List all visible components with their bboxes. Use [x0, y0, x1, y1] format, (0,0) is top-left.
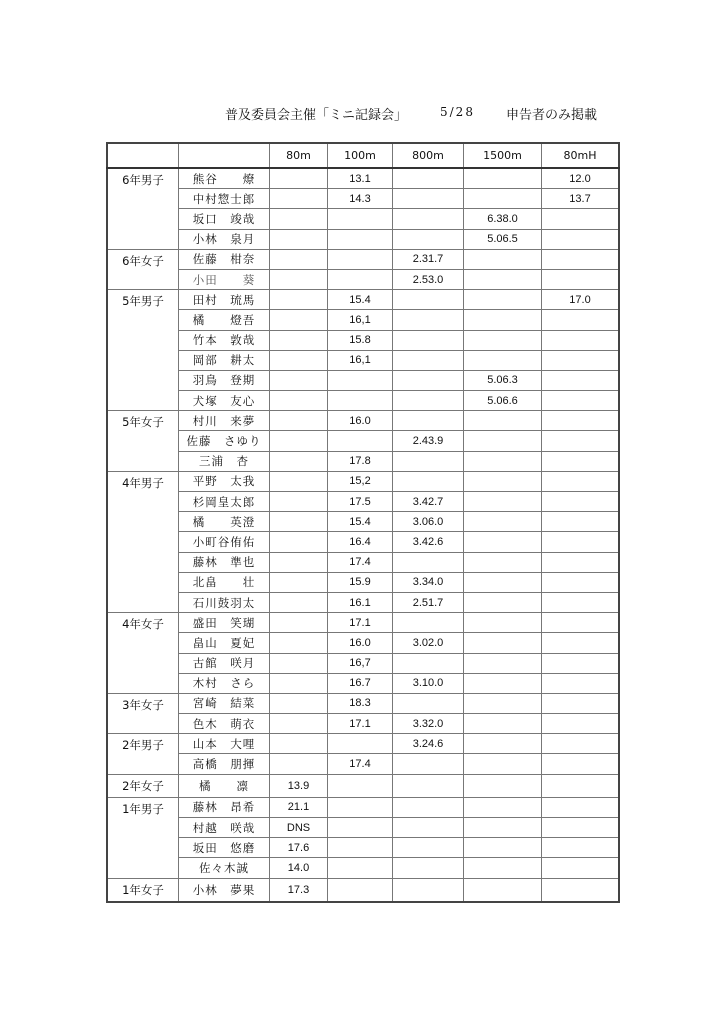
result-800m — [393, 838, 464, 858]
result-100m — [328, 797, 393, 817]
results-body — [107, 168, 619, 902]
result-1500m: 6.38.0 — [464, 209, 542, 229]
results-table — [106, 142, 620, 903]
table-row — [107, 714, 619, 734]
table-row — [107, 350, 619, 370]
athlete-name: 木村 さら — [179, 673, 270, 693]
result-80mh — [542, 754, 620, 774]
result-80mh — [542, 633, 620, 653]
athlete-name: 熊谷 燎 — [179, 168, 270, 189]
result-80mh: 13.7 — [542, 189, 620, 209]
athlete-name: 佐々木誠 — [179, 858, 270, 878]
table-row — [107, 797, 619, 817]
athlete-name: 小林 泉月 — [179, 229, 270, 249]
table-row — [107, 693, 619, 713]
result-80mh — [542, 552, 620, 572]
result-80m — [270, 229, 328, 249]
result-80mh — [542, 431, 620, 451]
result-800m: 3.34.0 — [393, 572, 464, 592]
result-80m — [270, 754, 328, 774]
result-100m — [328, 249, 393, 269]
athlete-name: 岡部 耕太 — [179, 350, 270, 370]
grade-cell: 5年男子 — [107, 290, 179, 411]
result-80mh — [542, 572, 620, 592]
result-80m — [270, 451, 328, 471]
result-800m — [393, 411, 464, 431]
result-100m: 16,7 — [328, 653, 393, 673]
result-80m — [270, 350, 328, 370]
col-header-1500m: 1500m — [464, 143, 542, 168]
table-row — [107, 633, 619, 653]
table-row — [107, 310, 619, 330]
grade-cell: 1年女子 — [107, 878, 179, 902]
listing-note: 申告者のみ掲載 — [506, 108, 598, 123]
athlete-name: 村越 咲哉 — [179, 818, 270, 838]
athlete-name: 三浦 杏 — [179, 451, 270, 471]
result-80m — [270, 411, 328, 431]
result-100m: 16.4 — [328, 532, 393, 552]
header-row — [107, 143, 619, 168]
result-80m — [270, 471, 328, 491]
result-80m — [270, 492, 328, 512]
result-80m — [270, 249, 328, 269]
result-80mh — [542, 269, 620, 289]
table-row — [107, 754, 619, 774]
result-800m — [393, 391, 464, 411]
result-100m — [328, 818, 393, 838]
result-800m — [393, 189, 464, 209]
result-800m — [393, 797, 464, 817]
athlete-name: 平野 太我 — [179, 471, 270, 491]
result-80mh — [542, 512, 620, 532]
athlete-name: 橘 英澄 — [179, 512, 270, 532]
table-row — [107, 451, 619, 471]
result-1500m — [464, 774, 542, 797]
table-row — [107, 552, 619, 572]
grade-cell: 4年男子 — [107, 471, 179, 612]
result-80mh — [542, 532, 620, 552]
table-row — [107, 838, 619, 858]
grade-cell: 6年女子 — [107, 249, 179, 289]
result-100m — [328, 391, 393, 411]
athlete-name: 中村惣士郎 — [179, 189, 270, 209]
result-80mh — [542, 714, 620, 734]
table-row — [107, 269, 619, 289]
result-100m: 15.9 — [328, 572, 393, 592]
athlete-name: 羽鳥 登期 — [179, 370, 270, 390]
result-100m: 17.8 — [328, 451, 393, 471]
document-title-line — [0, 104, 724, 124]
result-80mh — [542, 492, 620, 512]
result-80m — [270, 310, 328, 330]
result-100m — [328, 229, 393, 249]
athlete-name: 村川 来夢 — [179, 411, 270, 431]
table-row — [107, 734, 619, 754]
result-80m — [270, 734, 328, 754]
athlete-name: 藤林 昂希 — [179, 797, 270, 817]
athlete-name: 小田 葵 — [179, 269, 270, 289]
table-row — [107, 391, 619, 411]
result-1500m — [464, 471, 542, 491]
result-800m: 2.51.7 — [393, 592, 464, 612]
result-80m — [270, 290, 328, 310]
table-row — [107, 229, 619, 249]
result-1500m — [464, 673, 542, 693]
result-1500m — [464, 411, 542, 431]
result-80mh — [542, 391, 620, 411]
result-100m — [328, 431, 393, 451]
result-1500m — [464, 714, 542, 734]
result-80mh — [542, 310, 620, 330]
result-80m — [270, 512, 328, 532]
athlete-name: 小林 夢果 — [179, 878, 270, 902]
athlete-name: 佐藤 さゆり — [179, 431, 270, 451]
athlete-name: 石川鼓羽太 — [179, 592, 270, 612]
result-100m: 17.4 — [328, 754, 393, 774]
result-800m: 3.42.6 — [393, 532, 464, 552]
table-row — [107, 330, 619, 350]
result-800m — [393, 754, 464, 774]
athlete-name: 小町谷侑佑 — [179, 532, 270, 552]
result-80mh — [542, 451, 620, 471]
result-80m — [270, 714, 328, 734]
athlete-name: 坂口 竣哉 — [179, 209, 270, 229]
result-800m — [393, 774, 464, 797]
result-800m — [393, 229, 464, 249]
athlete-name: 犬塚 友心 — [179, 391, 270, 411]
result-100m: 17.1 — [328, 613, 393, 633]
result-100m: 14.3 — [328, 189, 393, 209]
result-80m — [270, 370, 328, 390]
result-800m — [393, 290, 464, 310]
result-1500m — [464, 653, 542, 673]
result-800m: 3.42.7 — [393, 492, 464, 512]
result-100m: 16.1 — [328, 592, 393, 612]
athlete-name: 杉岡皇太郎 — [179, 492, 270, 512]
result-80mh — [542, 370, 620, 390]
result-100m — [328, 878, 393, 902]
athlete-name: 畠山 夏妃 — [179, 633, 270, 653]
table-row — [107, 858, 619, 878]
table-row — [107, 209, 619, 229]
result-800m — [393, 168, 464, 189]
result-80m — [270, 633, 328, 653]
result-1500m — [464, 512, 542, 532]
result-1500m — [464, 310, 542, 330]
result-100m: 16,1 — [328, 310, 393, 330]
result-800m — [393, 330, 464, 350]
result-1500m — [464, 269, 542, 289]
table-row — [107, 249, 619, 269]
result-80m: 13.9 — [270, 774, 328, 797]
event-date: 5/28 — [440, 105, 475, 119]
result-80mh: 17.0 — [542, 290, 620, 310]
result-800m — [393, 552, 464, 572]
athlete-name: 高橋 朋揮 — [179, 754, 270, 774]
result-80mh — [542, 774, 620, 797]
result-100m — [328, 774, 393, 797]
result-100m: 15.4 — [328, 290, 393, 310]
table-row — [107, 492, 619, 512]
result-100m: 15.4 — [328, 512, 393, 532]
result-80mh — [542, 229, 620, 249]
result-1500m — [464, 189, 542, 209]
col-header-800m: 800m — [393, 143, 464, 168]
result-80mh — [542, 613, 620, 633]
col-header-grade — [107, 143, 179, 168]
result-1500m: 5.06.3 — [464, 370, 542, 390]
result-100m: 15.8 — [328, 330, 393, 350]
result-800m — [393, 613, 464, 633]
result-1500m — [464, 492, 542, 512]
result-800m: 3.02.0 — [393, 633, 464, 653]
result-1500m — [464, 290, 542, 310]
grade-cell: 3年女子 — [107, 693, 179, 733]
result-80mh — [542, 838, 620, 858]
result-800m — [393, 878, 464, 902]
result-80mh: 12.0 — [542, 168, 620, 189]
result-100m: 16.0 — [328, 633, 393, 653]
athlete-name: 北畠 壮 — [179, 572, 270, 592]
result-1500m — [464, 451, 542, 471]
result-100m: 16.7 — [328, 673, 393, 693]
result-80mh — [542, 673, 620, 693]
result-1500m — [464, 693, 542, 713]
result-800m — [393, 693, 464, 713]
result-80mh — [542, 858, 620, 878]
result-800m — [393, 818, 464, 838]
result-80mh — [542, 411, 620, 431]
result-1500m — [464, 330, 542, 350]
table-row — [107, 613, 619, 633]
result-800m: 2.31.7 — [393, 249, 464, 269]
athlete-name: 佐藤 柑奈 — [179, 249, 270, 269]
result-800m: 3.10.0 — [393, 673, 464, 693]
table-row — [107, 774, 619, 797]
result-100m: 17.5 — [328, 492, 393, 512]
result-100m — [328, 838, 393, 858]
result-800m: 3.32.0 — [393, 714, 464, 734]
table-row — [107, 189, 619, 209]
athlete-name: 坂田 悠磨 — [179, 838, 270, 858]
result-80m — [270, 552, 328, 572]
table-row — [107, 572, 619, 592]
grade-cell: 4年女子 — [107, 613, 179, 694]
result-80mh — [542, 249, 620, 269]
result-1500m — [464, 633, 542, 653]
table-row — [107, 512, 619, 532]
result-100m: 17.4 — [328, 552, 393, 572]
result-100m: 18.3 — [328, 693, 393, 713]
result-1500m — [464, 613, 542, 633]
result-1500m — [464, 592, 542, 612]
athlete-name: 竹本 敦哉 — [179, 330, 270, 350]
athlete-name: 藤林 準也 — [179, 552, 270, 572]
result-100m — [328, 269, 393, 289]
table-row — [107, 168, 619, 189]
result-800m — [393, 451, 464, 471]
result-1500m — [464, 168, 542, 189]
result-100m — [328, 370, 393, 390]
result-100m — [328, 858, 393, 878]
result-80mh — [542, 592, 620, 612]
result-1500m — [464, 838, 542, 858]
result-800m — [393, 471, 464, 491]
grade-cell: 2年女子 — [107, 774, 179, 797]
grade-cell: 5年女子 — [107, 411, 179, 472]
result-800m: 3.06.0 — [393, 512, 464, 532]
result-80m — [270, 532, 328, 552]
result-80m — [270, 613, 328, 633]
result-80mh — [542, 209, 620, 229]
result-1500m — [464, 249, 542, 269]
result-80m — [270, 592, 328, 612]
result-1500m — [464, 878, 542, 902]
col-header-name — [179, 143, 270, 168]
result-80mh — [542, 797, 620, 817]
result-800m: 2.53.0 — [393, 269, 464, 289]
result-800m — [393, 653, 464, 673]
result-80m: 14.0 — [270, 858, 328, 878]
result-1500m — [464, 431, 542, 451]
result-80m: 17.6 — [270, 838, 328, 858]
grade-cell: 2年男子 — [107, 734, 179, 774]
result-800m: 3.24.6 — [393, 734, 464, 754]
table-row — [107, 290, 619, 310]
result-1500m — [464, 532, 542, 552]
athlete-name: 田村 琉馬 — [179, 290, 270, 310]
result-80m — [270, 168, 328, 189]
result-1500m — [464, 734, 542, 754]
result-1500m — [464, 858, 542, 878]
athlete-name: 盛田 笑瑚 — [179, 613, 270, 633]
result-100m — [328, 734, 393, 754]
result-80m — [270, 189, 328, 209]
result-1500m — [464, 350, 542, 370]
result-80m — [270, 209, 328, 229]
result-1500m: 5.06.6 — [464, 391, 542, 411]
result-800m — [393, 350, 464, 370]
result-80mh — [542, 653, 620, 673]
result-800m — [393, 370, 464, 390]
result-80mh — [542, 818, 620, 838]
result-80m: 21.1 — [270, 797, 328, 817]
table-row — [107, 592, 619, 612]
result-80mh — [542, 693, 620, 713]
table-row — [107, 878, 619, 902]
table-row — [107, 471, 619, 491]
athlete-name: 橘 燈吾 — [179, 310, 270, 330]
result-800m — [393, 209, 464, 229]
result-100m: 15,2 — [328, 471, 393, 491]
result-80m — [270, 673, 328, 693]
event-title: 普及委員会主催「ミニ記録会」 — [225, 108, 408, 123]
result-80mh — [542, 471, 620, 491]
table-row — [107, 370, 619, 390]
grade-cell: 1年男子 — [107, 797, 179, 878]
result-100m: 16.0 — [328, 411, 393, 431]
result-1500m: 5.06.5 — [464, 229, 542, 249]
result-800m — [393, 310, 464, 330]
table-row — [107, 673, 619, 693]
result-80mh — [542, 350, 620, 370]
result-80mh — [542, 878, 620, 902]
athlete-name: 宮崎 結菜 — [179, 693, 270, 713]
result-80m — [270, 431, 328, 451]
table-row — [107, 818, 619, 838]
result-80m — [270, 653, 328, 673]
result-80m — [270, 391, 328, 411]
result-1500m — [464, 797, 542, 817]
athlete-name: 古館 咲月 — [179, 653, 270, 673]
table-row — [107, 653, 619, 673]
result-80m — [270, 693, 328, 713]
result-1500m — [464, 572, 542, 592]
result-1500m — [464, 552, 542, 572]
result-80m — [270, 269, 328, 289]
result-100m: 13.1 — [328, 168, 393, 189]
col-header-80mh: 80mH — [542, 143, 620, 168]
result-1500m — [464, 818, 542, 838]
result-80m — [270, 572, 328, 592]
result-80m — [270, 330, 328, 350]
table-row — [107, 411, 619, 431]
col-header-80m: 80m — [270, 143, 328, 168]
result-800m — [393, 858, 464, 878]
result-80mh — [542, 734, 620, 754]
result-100m: 17.1 — [328, 714, 393, 734]
grade-cell: 6年男子 — [107, 168, 179, 249]
athlete-name: 山本 大哩 — [179, 734, 270, 754]
result-800m: 2.43.9 — [393, 431, 464, 451]
col-header-100m: 100m — [328, 143, 393, 168]
result-80mh — [542, 330, 620, 350]
table-row — [107, 532, 619, 552]
result-80m: 17.3 — [270, 878, 328, 902]
result-80m: DNS — [270, 818, 328, 838]
athlete-name: 橘 凛 — [179, 774, 270, 797]
athlete-name: 色木 萌衣 — [179, 714, 270, 734]
result-100m — [328, 209, 393, 229]
result-1500m — [464, 754, 542, 774]
table-row — [107, 431, 619, 451]
result-100m: 16,1 — [328, 350, 393, 370]
